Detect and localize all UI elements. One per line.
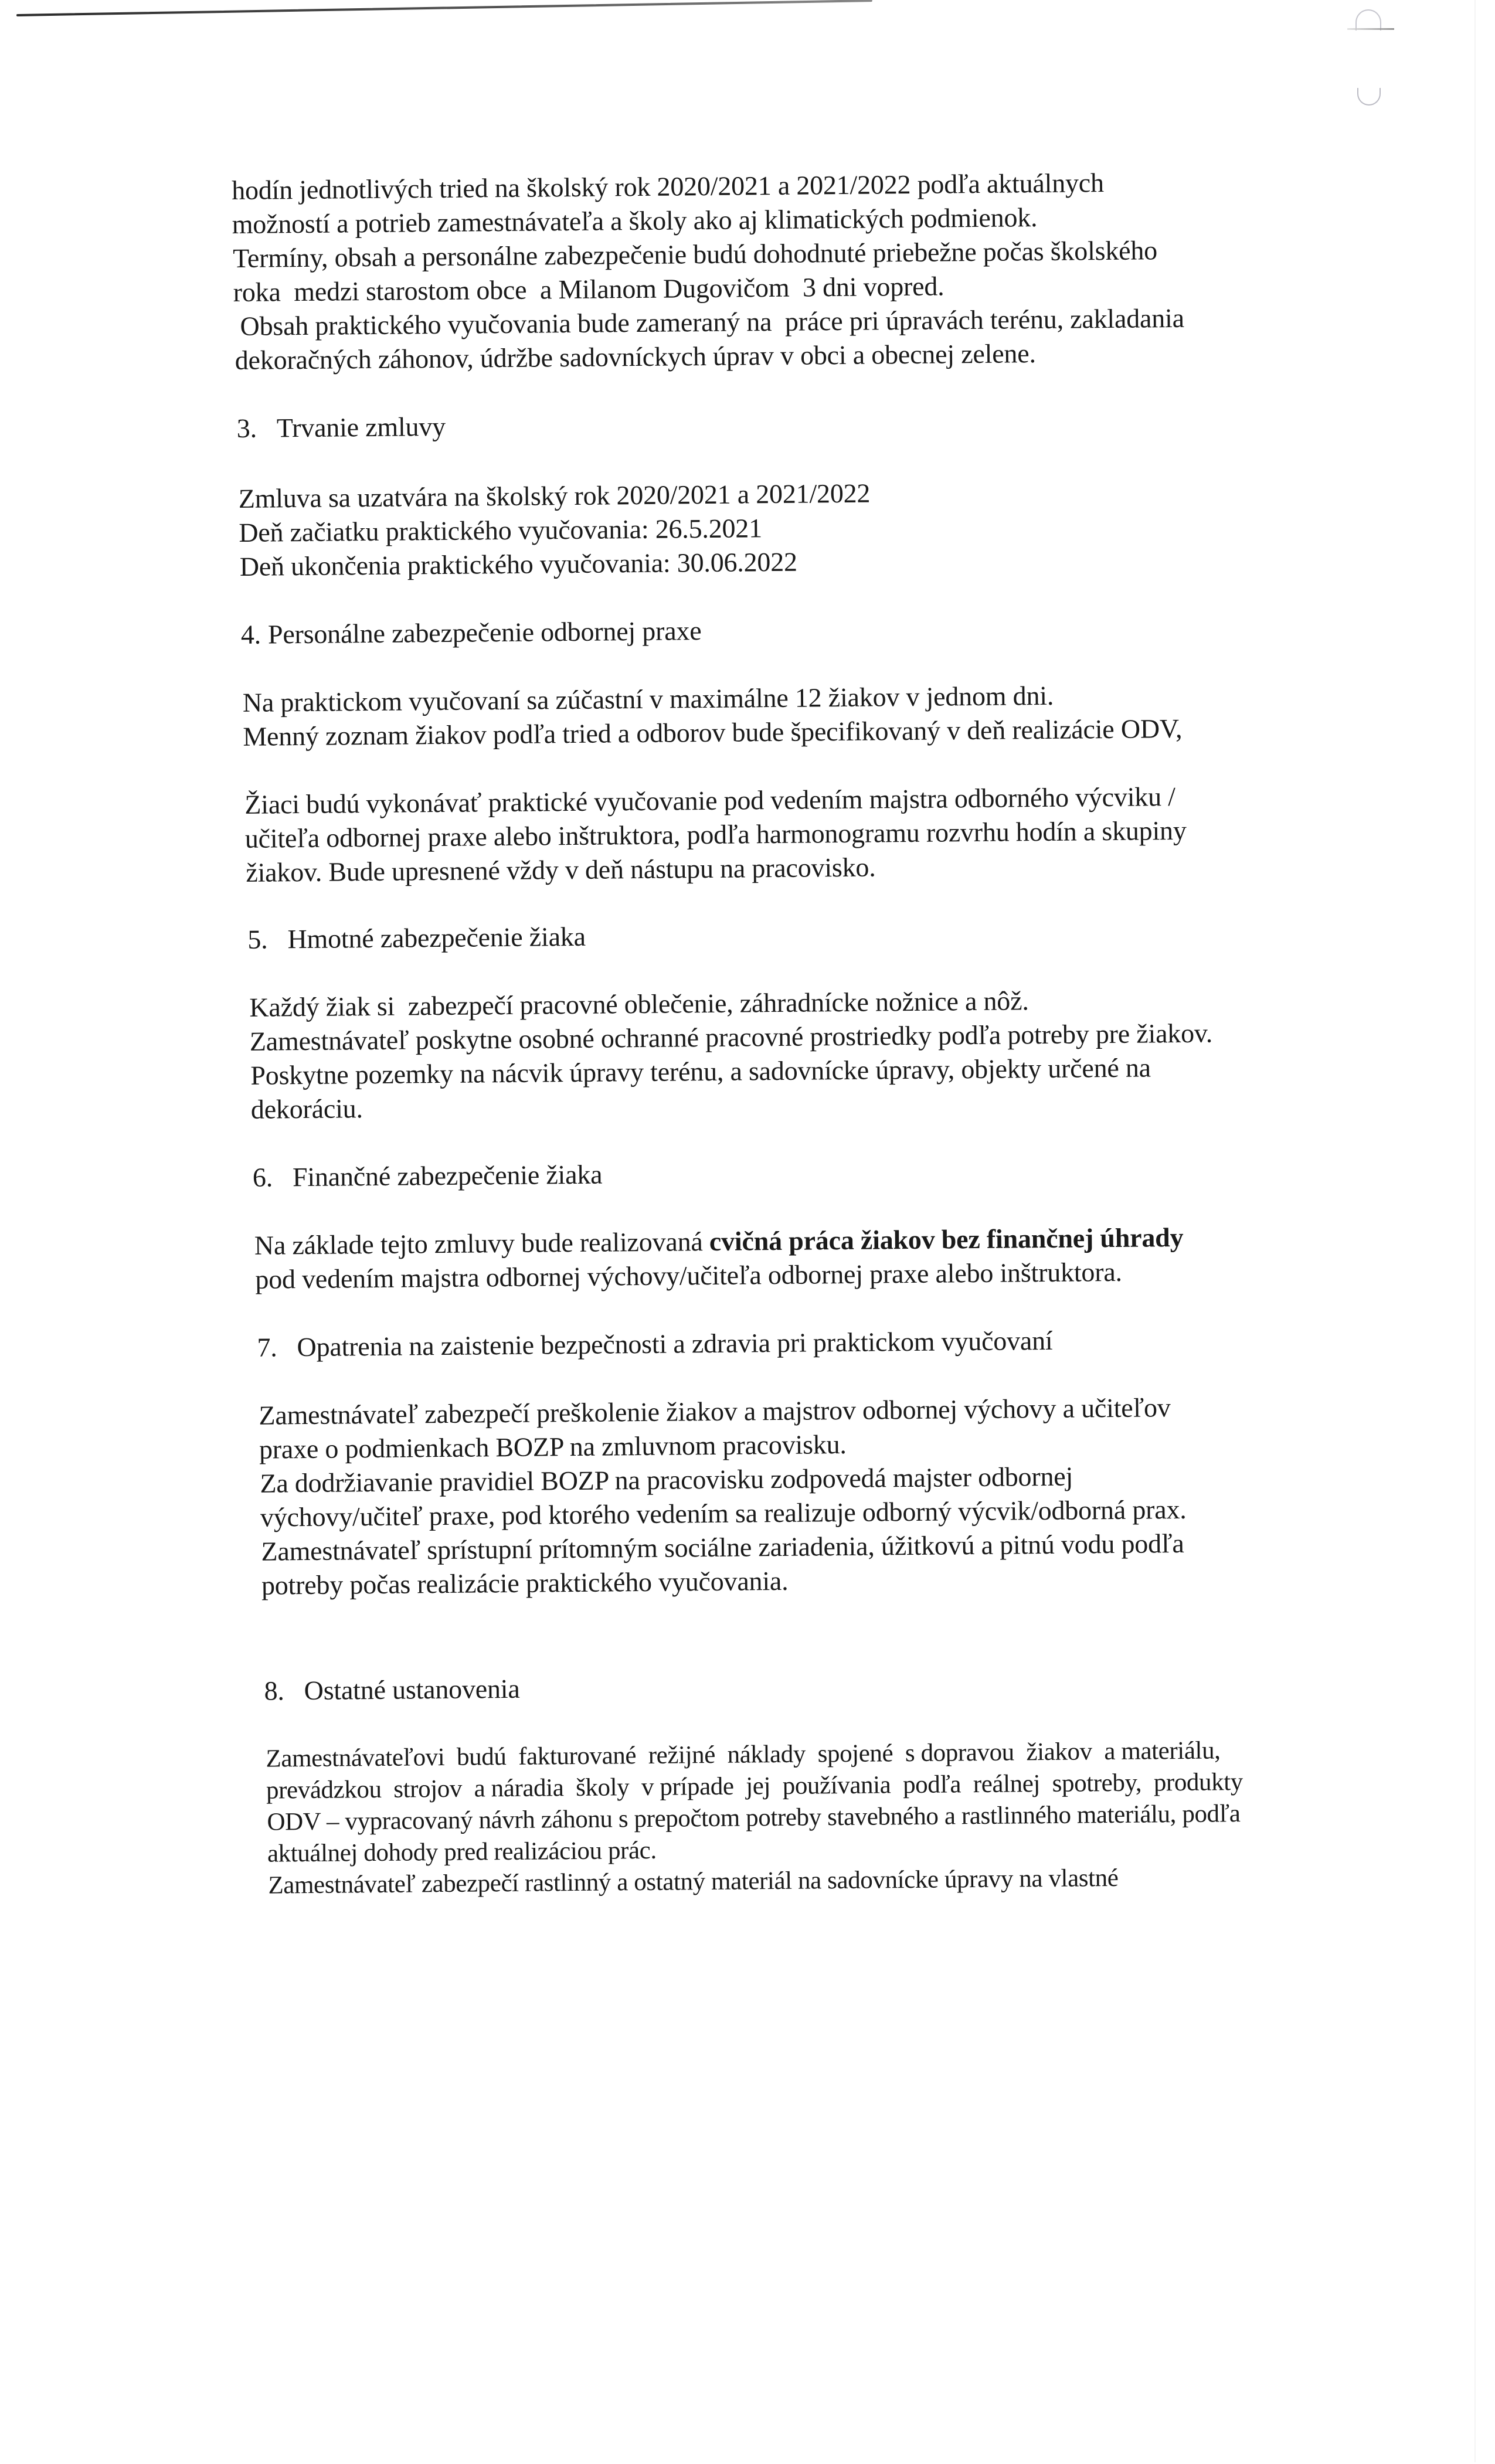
paragraph-line: Na praktickom vyučovaní sa zúčastní v maximálne 12 žiakov v jednom dni. bbox=[242, 680, 1054, 718]
section-number: 7. bbox=[257, 1332, 277, 1362]
text-regular: Na základe tejto zmluvy bude realizovaná bbox=[254, 1226, 710, 1260]
text-bold-emphasis: cvičná práca žiakov bez finančnej úhrady bbox=[709, 1222, 1184, 1257]
paragraph-line: roka medzi starostom obce a Milanom Dugovičom 3 dni vopred. bbox=[233, 271, 944, 308]
section-number: 8. bbox=[264, 1675, 284, 1706]
paragraph-line: Za dodržiavanie pravidiel BOZP na pracovisku zodpovedá majster odbornej bbox=[260, 1461, 1073, 1498]
paragraph-line: pod vedením majstra odbornej výchovy/učiteľa odbornej praxe alebo inštruktora. bbox=[255, 1256, 1123, 1294]
section-number: 5. bbox=[247, 924, 268, 954]
section-heading-5 bbox=[247, 922, 586, 954]
paragraph-line: Zamestnávateľ sprístupní prítomným sociálne zariadenia, úžitkovú a pitnú vodu podľa bbox=[261, 1528, 1184, 1566]
section-title: Finančné zabezpečenie žiaka bbox=[292, 1159, 603, 1192]
paragraph-line: Menný zoznam žiakov podľa tried a odborov bude špecifikovaný v deň realizácie ODV, bbox=[243, 713, 1183, 752]
paragraph-line: aktuálnej dohody pred realizáciou prác. bbox=[267, 1836, 657, 1868]
paragraph-line: dekoráciu. bbox=[250, 1093, 363, 1124]
section-title: Trvanie zmluvy bbox=[276, 411, 446, 443]
section-title: Ostatné ustanovenia bbox=[304, 1673, 520, 1706]
paragraph-line: možností a potrieb zamestnávateľa a školy ako aj klimatických podmienok. bbox=[232, 202, 1038, 240]
paragraph-line: dekoračných záhonov, údržbe sadovníckych úprav v obci a obecnej zelene. bbox=[235, 338, 1036, 376]
paragraph-line: Zamestnávateľ zabezpečí rastlinný a ostatný materiál na sadovnícke úpravy na vlastné bbox=[268, 1864, 1119, 1899]
section-title: Personálne zabezpečenie odbornej praxe bbox=[267, 616, 702, 650]
section-number: 3. bbox=[236, 413, 257, 443]
paragraph-line: Zamestnávateľ poskytne osobné ochranné pracovné prostriedky podľa potreby pre žiakov. bbox=[249, 1018, 1213, 1056]
paragraph-line: Obsah praktického vyučovania bude zameraný na práce pri úpravách terénu, zakladania bbox=[233, 303, 1185, 342]
start-date-line: Deň začiatku praktického vyučovania: 26.5.2021 bbox=[239, 513, 763, 548]
section-title: Hmotné zabezpečenie žiaka bbox=[287, 921, 586, 954]
section-number: 6. bbox=[252, 1162, 273, 1192]
paragraph-line: prevádzkou strojov a náradia školy v prípade jej používania podľa reálnej spotreby, produkty bbox=[266, 1768, 1243, 1804]
paragraph-line: Zamestnávateľovi budú fakturované režijné náklady spojené s dopravou žiakov a materiálu, bbox=[266, 1736, 1221, 1773]
paragraph-line: potreby počas realizácie praktického vyučovania. bbox=[261, 1565, 789, 1600]
paragraph-line: Poskytne pozemky na nácvik úpravy terénu, a sadovnícke úpravy, objekty určené na bbox=[250, 1052, 1151, 1090]
paragraph-line: praxe o podmienkach BOZP na zmluvnom pracovisku. bbox=[259, 1429, 847, 1464]
paragraph-line: učiteľa odbornej praxe alebo inštruktora, podľa harmonogramu rozvrhu hodín a skupiny bbox=[244, 815, 1187, 854]
contract-term-line: Zmluva sa uzatvára na školský rok 2020/2021 a 2021/2022 bbox=[238, 478, 871, 514]
paragraph-line: výchovy/učiteľ praxe, pod ktorého vedením sa realizuje odborný výcvik/odborná prax. bbox=[260, 1494, 1187, 1532]
section-heading-4 bbox=[241, 616, 702, 650]
section-heading-7 bbox=[257, 1326, 1052, 1362]
end-date-line: Deň ukončenia praktického vyučovania: 30.06.2022 bbox=[239, 546, 798, 582]
section-heading-8 bbox=[264, 1674, 519, 1706]
section-heading-6 bbox=[253, 1160, 603, 1192]
paragraph-line: ODV – vypracovaný návrh záhonu s prepočtom potreby stavebného a rastlinného materiálu, podľa bbox=[267, 1800, 1241, 1836]
paragraph-line bbox=[254, 1223, 1184, 1260]
paragraph-line: žiakov. Bude upresnené vždy v deň nástupu na pracovisko. bbox=[246, 852, 876, 888]
paragraph-line: Zamestnávateľ zabezpečí preškolenie žiakov a majstrov odbornej výchovy a učiteľov bbox=[259, 1392, 1171, 1430]
section-heading-3 bbox=[237, 412, 446, 443]
paragraph-line: Termíny, obsah a personálne zabezpečenie budú dohodnuté priebežne počas školského bbox=[233, 235, 1158, 274]
paragraph-line: Každý žiak si zabezpečí pracovné oblečenie, záhradnícke nožnice a nôž. bbox=[249, 985, 1029, 1022]
paragraph-line: hodín jednotlivých tried na školský rok 2020/2021 a 2021/2022 podľa aktuálnych bbox=[231, 168, 1105, 206]
paragraph-line: Žiaci budú vykonávať praktické vyučovanie pod vedením majstra odborného výcviku / bbox=[244, 781, 1175, 820]
section-number: 4. bbox=[240, 619, 261, 650]
section-title: Opatrenia na zaistenie bezpečnosti a zdravia pri praktickom vyučovaní bbox=[297, 1325, 1053, 1362]
